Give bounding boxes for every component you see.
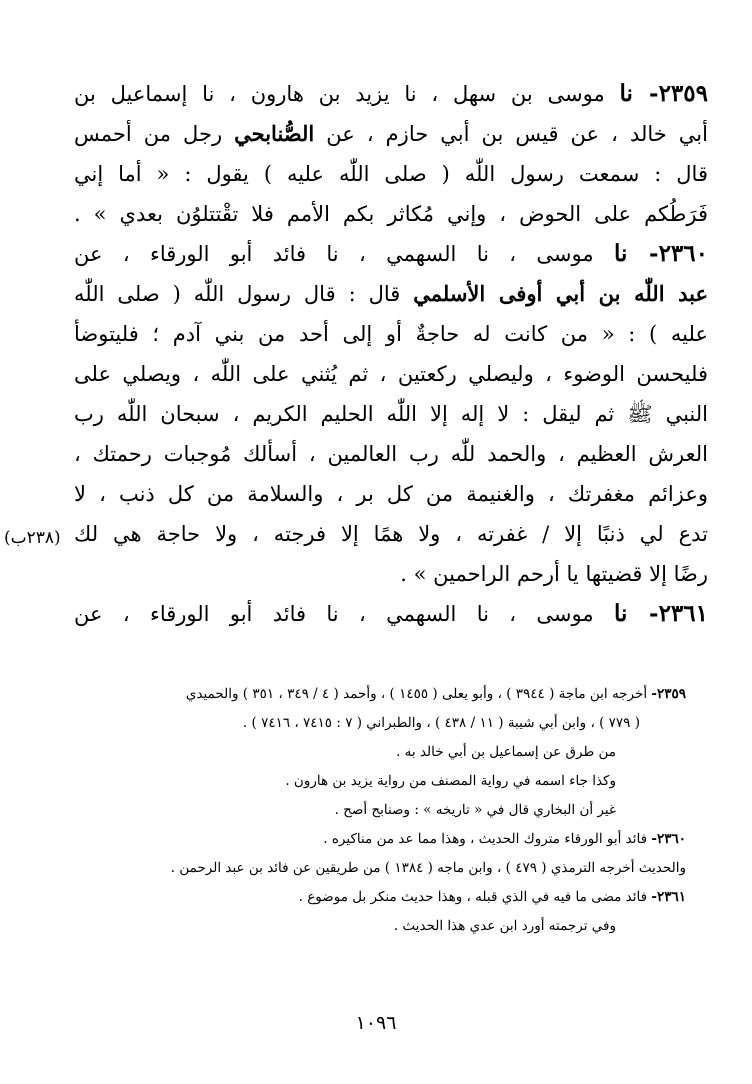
line-text: موسى ، نا السهمي ، نا فائد أبو الورقاء ، عن	[74, 602, 614, 626]
footnote-2361-line-1	[60, 883, 686, 912]
hadith-2360-line-1	[74, 234, 708, 274]
hadith-2360-line-2	[74, 274, 708, 314]
footnote-2359-line-2	[60, 709, 686, 738]
line-text: وعزائم مغفرتك ، والغنيمة من كل بر ، والسلامة من كل ذنب ، لا	[74, 482, 708, 506]
line-text: العرش العظيم ، والحمد للّٰه رب العالمين ، أسألك مُوجبات رحمتك ،	[74, 442, 708, 466]
line-text: موسى ، نا السهمي ، نا فائد أبو الورقاء ، عن	[74, 242, 614, 266]
line-text: فَرَطُكم على الحوض ، وإني مُكاثر بكم الأمم فلا تقْتتلوُن بعدي » .	[74, 202, 708, 226]
hadith-2360-line-4	[74, 354, 708, 394]
page-number: ١٠٩٦	[355, 1012, 397, 1034]
footnote-2360-line-1	[60, 825, 686, 854]
footnote-2359-line-4	[60, 767, 686, 796]
footnote-text: وكذا جاء اسمه في رواية المصنف من رواية يزيد بن هارون .	[285, 773, 616, 789]
line-text: النبي ﷺ ثم ليقل : لا إله إلا اللّٰه الحليم الكريم ، سبحان اللّٰه رب	[74, 402, 708, 426]
hadith-2360-line-7	[74, 474, 708, 514]
hadith-2359-line-3	[74, 154, 708, 194]
footnote-text: غير أن البخاري قال في « تاريخه » : وصنابح أصح .	[334, 802, 616, 818]
footnote-number: ٢٣٦١-	[651, 889, 686, 905]
line-text: قال : قال رسول اللّٰه ( صلى اللّٰه	[74, 282, 414, 306]
hadith-2359-line-4	[74, 194, 708, 234]
hadith-2360-line-3	[74, 314, 708, 354]
hadith-2359-line-2	[74, 114, 708, 154]
line-text: قال : سمعت رسول اللّٰه ( صلى اللّٰه عليه ) يقول : « أما إني	[74, 162, 708, 186]
footnote-text: فائد أبو الورقاء متروك الحديث ، وهذا مما عد من مناكيره .	[323, 831, 652, 847]
footnote-2360-line-2	[60, 854, 686, 883]
footnote-text: فائد مضى ما فيه في الذي قبله ، وهذا حديث منكر بل موضوع .	[298, 889, 652, 905]
line-text: أبي خالد ، عن قيس بن أبي حازم ، عن	[314, 122, 708, 146]
narrator-name: الصُّنابحي	[234, 121, 315, 146]
footnote-text: وفي ترجمته أورد ابن عدي هذا الحديث .	[393, 918, 616, 934]
footnote-text: والحديث أخرجه الترمذي ( ٤٧٩ ) ، وابن ماجه ( ١٣٨٤ ) من طريقين عن فائد بن عبد الرحمن .	[170, 860, 686, 876]
main-text	[74, 74, 708, 634]
hadith-number: ٢٣٦١- نا	[613, 600, 708, 627]
footnote-number: ٢٣٥٩-	[651, 686, 686, 702]
footnote-text: ( ٧٧٩ ) ، وابن أبي شيبة ( ١١ / ٤٣٨ ) ، والطبراني ( ٧ : ٧٤١٥ ، ٧٤١٦ ) .	[242, 715, 640, 731]
footnotes	[60, 680, 686, 941]
footnote-number: ٢٣٦٠-	[651, 831, 686, 847]
manuscript-folio-note: (٢٣٨ب)	[4, 528, 61, 548]
line-text: تدع لي ذنبًا إلا / غفرته ، ولا همًا إلا فرجته ، ولا حاجة هي لك	[74, 522, 708, 546]
footnote-2359-line-3	[60, 738, 686, 767]
hadith-number: ٢٣٦٠- نا	[613, 240, 708, 267]
hadith-2360-line-8	[74, 514, 708, 554]
line-text: موسى بن سهل ، نا يزيد بن هارون ، نا إسماعيل بن	[74, 82, 620, 106]
line-text: عليه ) : « من كانت له حاجةٌ أو إلى أحد من بني آدم ؛ فليتوضأ	[74, 322, 708, 346]
line-text: رجل من أحمس	[74, 122, 235, 146]
footnote-2359-line-5	[60, 796, 686, 825]
hadith-2361-line-1	[74, 594, 708, 634]
footnote-2361-line-2	[60, 912, 686, 941]
hadith-2360-line-6	[74, 434, 708, 474]
hadith-2360-line-5	[74, 394, 708, 434]
hadith-2359-line-1	[74, 74, 708, 114]
line-text: فليحسن الوضوء ، وليصلي ركعتين ، ثم يُثني على اللّٰه ، ويصلي على	[74, 362, 708, 386]
hadith-number: ٢٣٥٩- نا	[619, 80, 708, 107]
narrator-name: عبد اللّٰه بن أبي أوفى الأسلمي	[413, 281, 708, 306]
footnote-text: من طرق عن إسماعيل بن أبي خالد به .	[396, 744, 616, 760]
hadith-2360-line-9	[74, 554, 708, 594]
footnote-text: أخرجه ابن ماجة ( ٣٩٤٤ ) ، وأبو يعلى ( ١٤٥٥ ) ، وأحمد ( ٤ / ٣٤٩ ، ٣٥١ ) والحميدي	[185, 686, 652, 702]
footnote-2359-line-1	[60, 680, 686, 709]
line-text: رضًا إلا قضيتها يا أرحم الراحمين » .	[400, 562, 708, 586]
